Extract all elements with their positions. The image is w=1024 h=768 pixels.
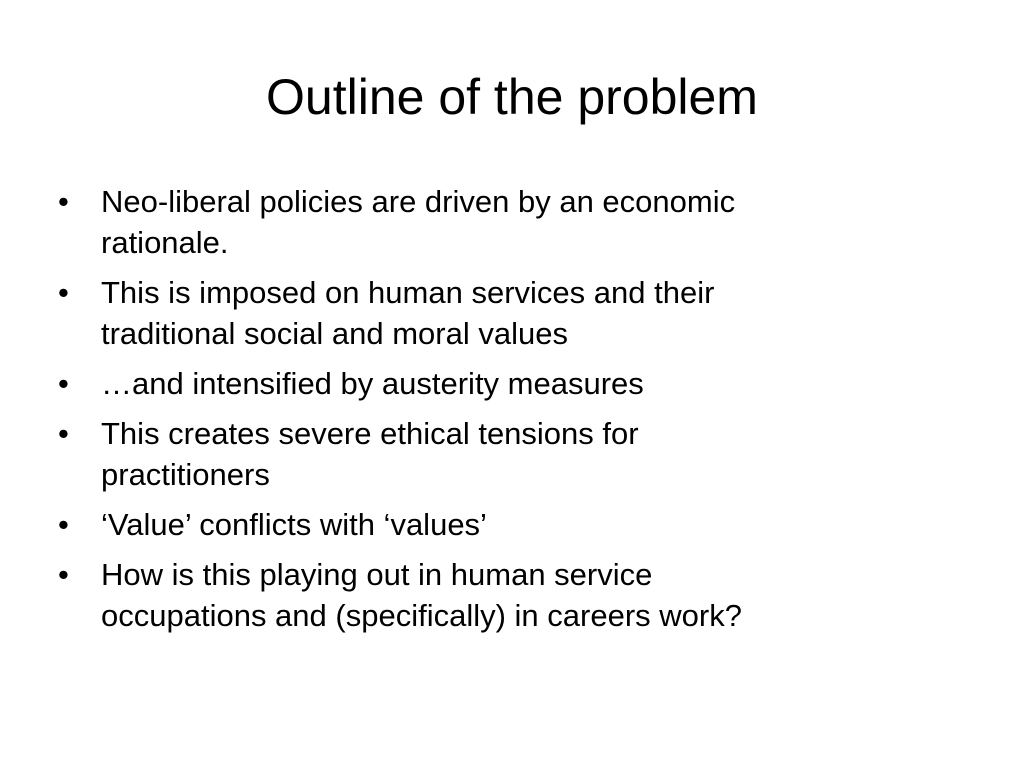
bullet-line: This creates severe ethical tensions for	[101, 416, 639, 451]
slide-title: Outline of the problem	[266, 69, 758, 125]
bullet-item	[58, 272, 978, 354]
bullet-text	[101, 413, 978, 495]
bullet-line: traditional social and moral values	[101, 316, 568, 351]
bullet-line: …and intensified by austerity measures	[101, 366, 644, 401]
bullet-text	[101, 504, 978, 545]
bullet-item	[58, 554, 978, 636]
bullet-text	[101, 363, 978, 404]
bullet-list	[58, 181, 978, 645]
bullet-line: ‘Value’ conflicts with ‘values’	[101, 507, 487, 542]
bullet-marker-icon: •	[58, 366, 69, 401]
bullet-line: practitioners	[101, 457, 270, 492]
bullet-marker-icon: •	[58, 184, 69, 219]
bullet-item	[58, 413, 978, 495]
bullet-item	[58, 504, 978, 545]
bullet-line: How is this playing out in human service	[101, 557, 653, 592]
bullet-item	[58, 181, 978, 263]
bullet-text	[101, 272, 978, 354]
bullet-item	[58, 363, 978, 404]
bullet-text	[101, 554, 978, 636]
bullet-line: Neo-liberal policies are driven by an economic	[101, 184, 736, 219]
bullet-text	[101, 181, 978, 263]
bullet-line: occupations and (specifically) in careers work?	[101, 598, 742, 633]
bullet-marker-icon: •	[58, 416, 69, 451]
bullet-marker-icon: •	[58, 557, 69, 592]
bullet-line: This is imposed on human services and their	[101, 275, 715, 310]
bullet-marker-icon: •	[58, 275, 69, 310]
bullet-line: rationale.	[101, 225, 229, 260]
bullet-marker-icon: •	[58, 507, 69, 542]
